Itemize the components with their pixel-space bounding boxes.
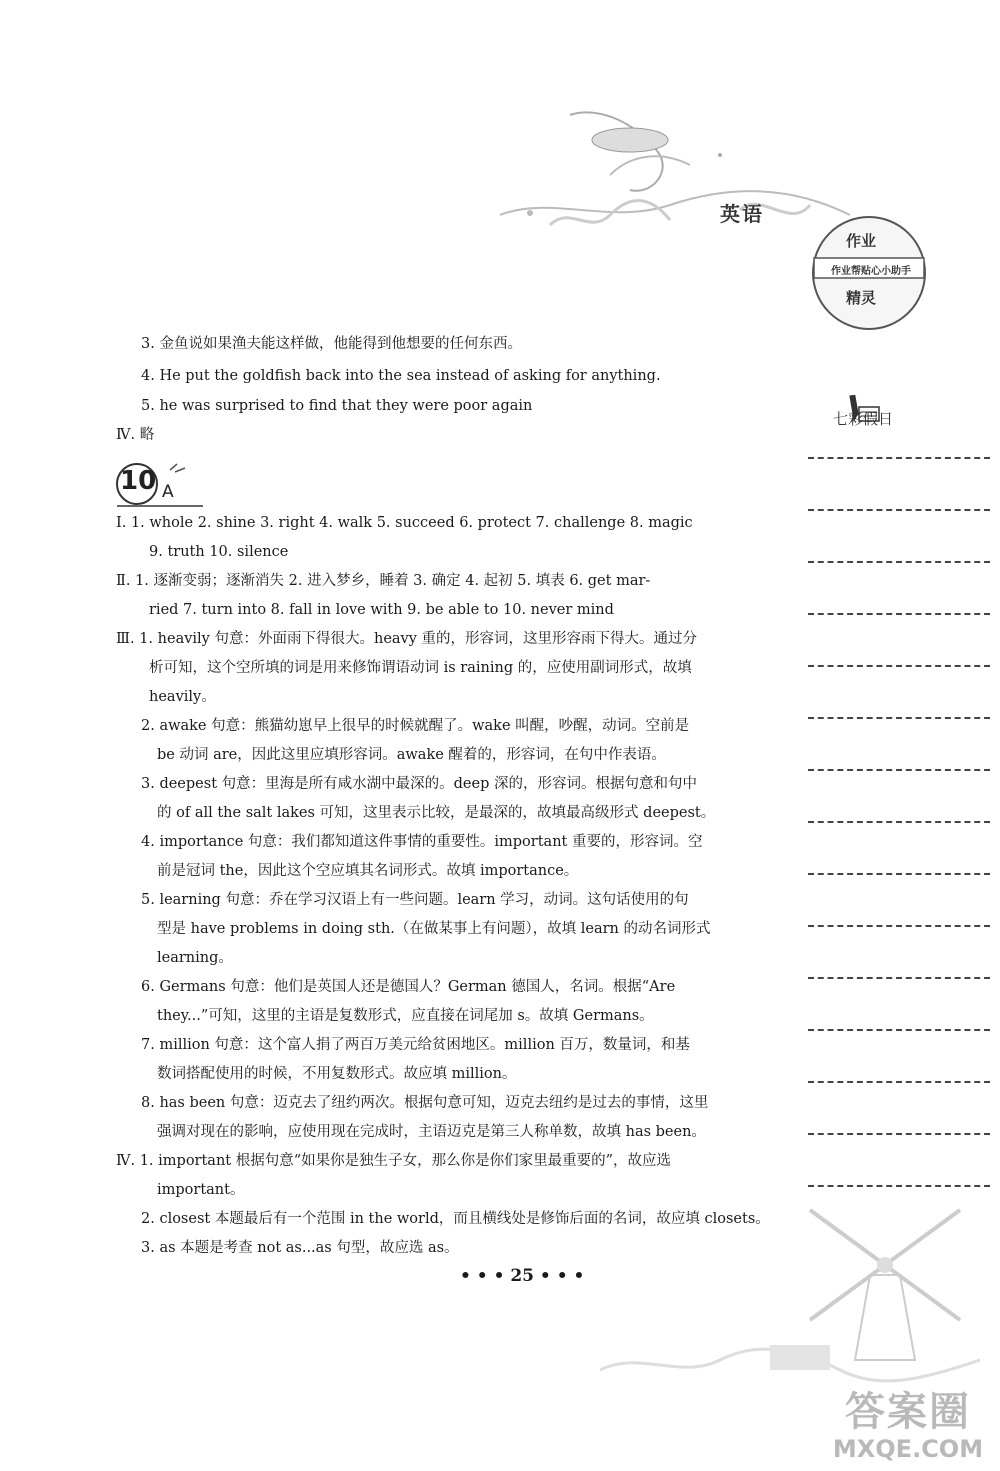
lesson-letter: A bbox=[162, 482, 174, 502]
text-line: 型是 have problems in doing sth.（在做某事上有问题），故填 learn 的动名词形式 bbox=[157, 921, 711, 937]
note-line bbox=[808, 561, 990, 563]
stamp-top-text: 作业 bbox=[845, 232, 876, 250]
stamp-middle-text: 作业帮贴心小助手 bbox=[831, 266, 911, 277]
text-line: 前是冠词 the，因此这个空应填其名词形式。故填 importance。 bbox=[157, 863, 579, 879]
text-line: Ⅳ. 1. important 根据句意“如果你是独生子女，那么你是你们家里最重要的”，故应选 bbox=[116, 1153, 672, 1169]
note-line bbox=[808, 457, 990, 459]
text-line: 的 of all the salt lakes 可知，这里表示比较，是最深的，故填最高级形式 deepest。 bbox=[157, 805, 716, 821]
text-line: 强调对现在的影响，应使用现在完成时，主语迈克是第三人称单数，故填 has been。 bbox=[157, 1124, 706, 1140]
text-line: heavily。 bbox=[149, 689, 216, 705]
text-line: Ⅲ. 1. heavily 句意：外面雨下得很大。heavy 重的，形容词，这里形容雨下得大。通过分 bbox=[116, 631, 698, 647]
text-line: important。 bbox=[157, 1182, 245, 1198]
watermark-text: 答案圈 bbox=[845, 1389, 971, 1435]
text-line: 5. he was surprised to find that they were poor again bbox=[141, 398, 533, 414]
watermark-url: MXQE.COM bbox=[832, 1435, 984, 1463]
text-line: Ⅰ. 1. whole 2. shine 3. right 4. walk 5. succeed 6. protect 7. challenge 8. magic bbox=[116, 515, 693, 531]
note-line bbox=[808, 1133, 990, 1135]
note-line bbox=[808, 717, 990, 719]
text-line: 2. closest 本题最后有一个范围 in the world，而且横线处是修饰后面的名词，故应填 closets。 bbox=[141, 1211, 770, 1227]
text-line: 5. learning 句意：乔在学习汉语上有一些问题。learn 学习，动词。这句话使用的句 bbox=[141, 892, 689, 908]
note-line bbox=[808, 665, 990, 667]
text-line: 析可知，这个空所填的词是用来修饰谓语动词 is raining 的，应使用副词形式，故填 bbox=[149, 660, 692, 676]
page-number: • • • 25 • • • bbox=[460, 1266, 585, 1286]
text-line: learning。 bbox=[157, 950, 233, 966]
text-line: Ⅱ. 1. 逐渐变弱；逐渐消失 2. 进入梦乡，睡着 3. 确定 4. 起初 5. 填表 6. get mar- bbox=[116, 573, 651, 589]
text-line: 6. Germans 句意：他们是英国人还是德国人？German 德国人，名词。根据“Are bbox=[141, 979, 676, 995]
text-line: 9. truth 10. silence bbox=[149, 544, 289, 560]
note-line bbox=[808, 1029, 990, 1031]
text-line: 3. as 本题是考查 not as...as 句型，故应选 as。 bbox=[141, 1240, 459, 1256]
stamp-bottom-text: 精灵 bbox=[845, 289, 876, 307]
text-line: 4. importance 句意：我们都知道这件事情的重要性。important 重要的，形容词。空 bbox=[141, 834, 703, 850]
note-line bbox=[808, 821, 990, 823]
watermark bbox=[823, 1380, 993, 1463]
text-line: be 动词 are，因此这里应填形容词。awake 醒着的，形容词，在句中作表语。 bbox=[157, 747, 666, 763]
note-line bbox=[808, 1185, 990, 1187]
text-line: ried 7. turn into 8. fall in love with 9. be able to 10. never mind bbox=[149, 602, 614, 618]
note-line bbox=[808, 977, 990, 979]
text-line: 3. deepest 句意：里海是所有咸水湖中最深的。deep 深的，形容词。根据句意和句中 bbox=[141, 776, 697, 792]
text-line: 3. 金鱼说如果渔夫能这样做，他能得到他想要的任何东西。 bbox=[141, 336, 522, 352]
note-line bbox=[808, 509, 990, 511]
text-line: Ⅳ. 略 bbox=[116, 427, 155, 443]
sidebar-title: 七彩假日 bbox=[833, 410, 894, 428]
text-line: 2. awake 句意：熊猫幼崽早上很早的时候就醒了。wake 叫醒，吵醒，动词。空前是 bbox=[141, 718, 690, 734]
note-line bbox=[808, 873, 990, 875]
text-line: 4. He put the goldfish back into the sea instead of asking for anything. bbox=[141, 368, 661, 384]
subject-title: 英语 bbox=[720, 202, 764, 226]
note-line bbox=[808, 769, 990, 771]
text-line: 8. has been 句意：迈克去了纽约两次。根据句意可知，迈克去纽约是过去的事情，这里 bbox=[141, 1095, 709, 1111]
text-line: they...”可知，这里的主语是复数形式，应直接在词尾加 s。故填 Germans。 bbox=[157, 1008, 654, 1024]
text-line: 数词搭配使用的时候，不用复数形式。故应填 million。 bbox=[157, 1066, 517, 1082]
lesson-number: 10 bbox=[120, 466, 157, 496]
note-line bbox=[808, 925, 990, 927]
note-line bbox=[808, 1081, 990, 1083]
note-line bbox=[808, 613, 990, 615]
text-line: 7. million 句意：这个富人捐了两百万美元给贫困地区。million 百万，数量词，和基 bbox=[141, 1037, 690, 1053]
